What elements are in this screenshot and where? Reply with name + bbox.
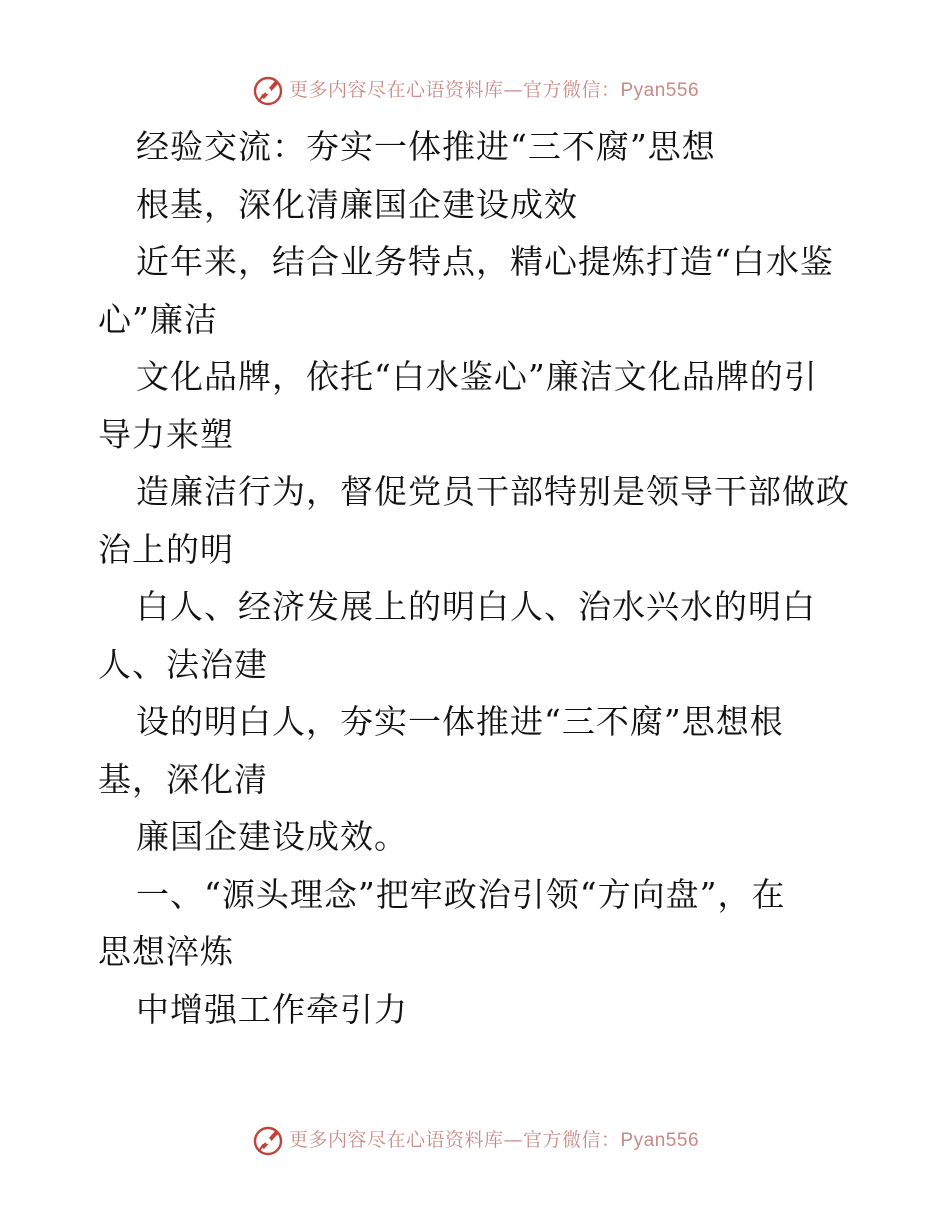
text-line: 经验交流：夯实一体推进“三不腐”思想 xyxy=(136,127,716,166)
text-line: 近年来，结合业务特点，精心提炼打造“白水鉴 xyxy=(136,242,834,281)
text-line: 心”廉洁 xyxy=(98,299,218,339)
text-line: 一、“源头理念”把牢政治引领“方向盘”，在 xyxy=(136,874,786,914)
text-line: 人、法治建 xyxy=(98,644,268,684)
text-line: 导力来塑 xyxy=(98,414,234,454)
text-line: 白人、经济发展上的明白人、治水兴水的明白 xyxy=(136,587,816,626)
watermark-text: 更多内容尽在心语资料库—官方微信：Pyan556 xyxy=(288,78,700,101)
text-line: 中增强工作牵引力 xyxy=(136,989,408,1029)
text-line: 文化品牌，依托“白水鉴心”廉洁文化品牌的引 xyxy=(136,357,818,396)
document-body xyxy=(98,118,858,1038)
text-line: 治上的明 xyxy=(98,529,234,569)
text-line: 设的明白人，夯实一体推进“三不腐”思想根 xyxy=(136,702,784,741)
header-watermark xyxy=(0,70,950,110)
watermark-text: 更多内容尽在心语资料库—官方微信：Pyan556 xyxy=(288,1128,700,1151)
watermark-wechat-id: Pyan556 xyxy=(620,79,700,101)
text-line: 根基，深化清廉国企建设成效 xyxy=(136,184,578,224)
quill-seal-icon xyxy=(251,73,285,107)
text-line: 基，深化清 xyxy=(98,759,268,799)
text-line: 造廉洁行为，督促党员干部特别是领导干部做政 xyxy=(136,472,850,511)
text-line: 思想淬炼 xyxy=(98,932,234,971)
quill-seal-icon xyxy=(251,1123,285,1157)
watermark-wechat-id: Pyan556 xyxy=(620,1129,700,1151)
text-line: 廉国企建设成效。 xyxy=(136,817,408,856)
footer-watermark xyxy=(0,1120,950,1160)
